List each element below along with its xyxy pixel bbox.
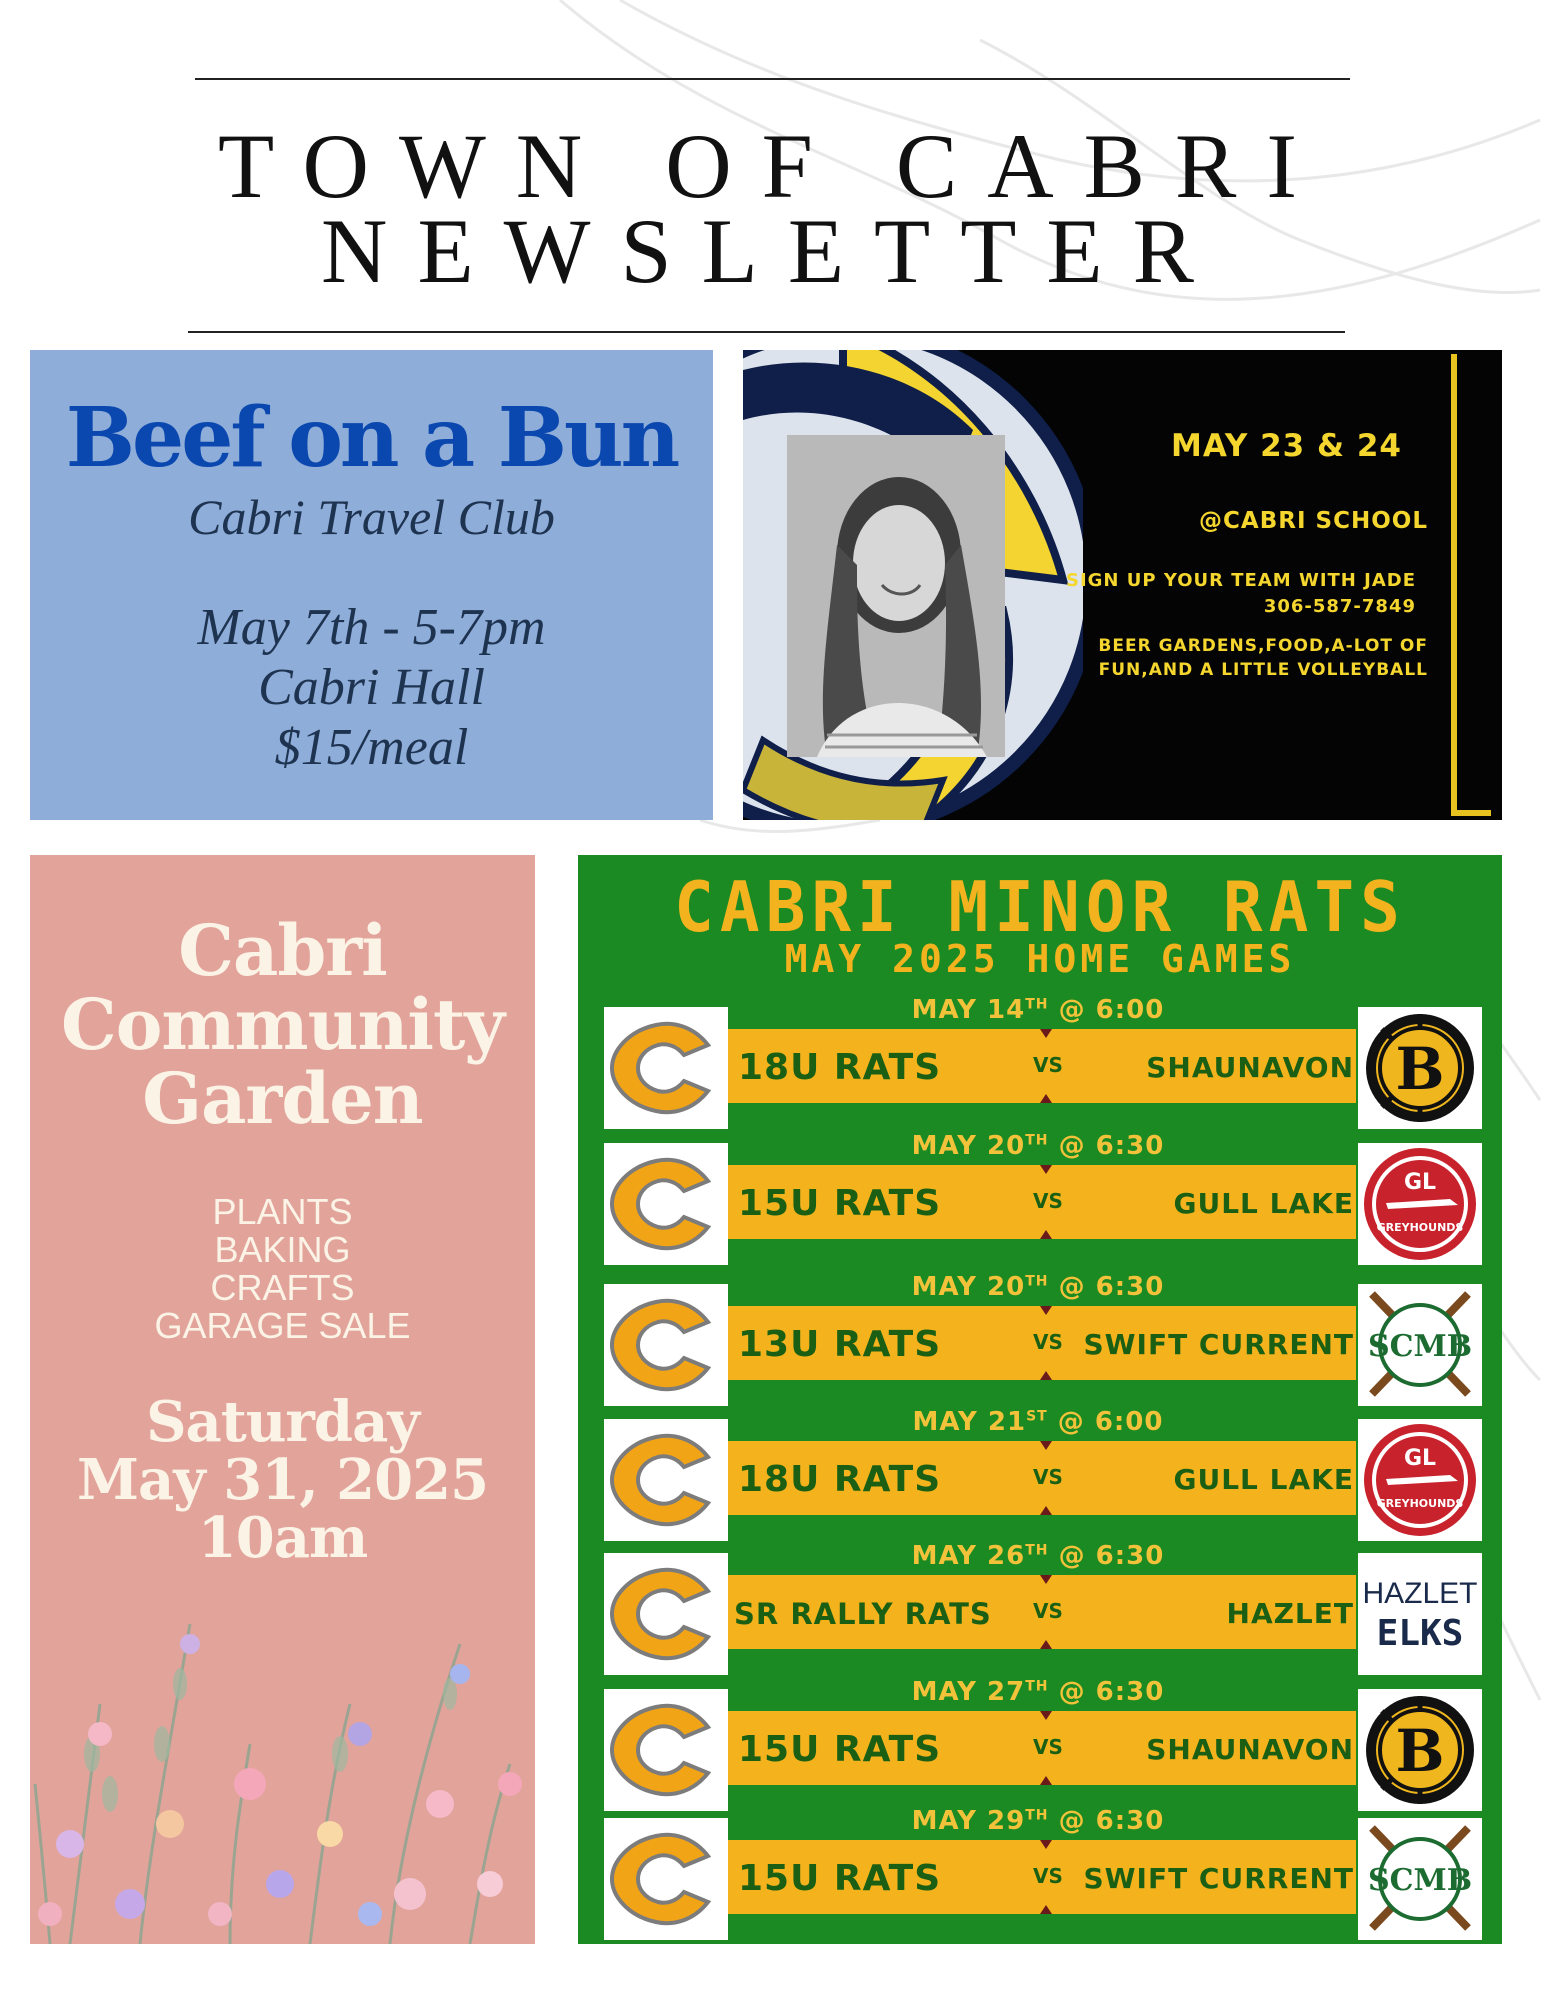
game-month-day: MAY 14	[911, 995, 1026, 1025]
cabri-c-logo	[604, 1818, 728, 1940]
divider-arrow-down	[1040, 1165, 1052, 1174]
beef-on-a-bun-panel	[30, 350, 713, 820]
garden-date-full: May 31, 2025	[76, 1447, 489, 1513]
divider-arrow-down	[1040, 1306, 1052, 1315]
game-time: @ 6:00	[1057, 1407, 1164, 1437]
game-date-suffix: TH	[1025, 1273, 1049, 1290]
bruins-b-logo	[1358, 1007, 1482, 1129]
games-title: CABRI MINOR RATS	[674, 867, 1406, 948]
divider-arrow-down	[1040, 1711, 1052, 1720]
away-team: SHAUNAVON	[1146, 1733, 1354, 1766]
svg-text:B: B	[1395, 1717, 1445, 1785]
divider-arrow-down	[1040, 1441, 1052, 1450]
vs-label: VS	[1033, 1189, 1063, 1213]
svg-text:GREYHOUNDS: GREYHOUNDS	[1376, 1497, 1464, 1510]
volleyball-location: @CABRI SCHOOL	[1199, 508, 1428, 534]
newsletter-title-line1: TOWN OF CABRI	[217, 115, 1328, 217]
svg-text:HAZLET: HAZLET	[1362, 1577, 1478, 1610]
svg-text:SCMB: SCMB	[1367, 1329, 1473, 1364]
game-date-suffix: TH	[1025, 996, 1049, 1013]
svg-text:GL: GL	[1403, 1170, 1437, 1195]
community-garden-panel	[30, 855, 535, 1944]
divider-arrow-up	[1040, 1506, 1052, 1515]
garden-title-line3: Garden	[142, 1057, 423, 1140]
away-team: SWIFT CURRENT	[1083, 1328, 1354, 1361]
header-top-rule	[195, 78, 1350, 80]
game-date	[728, 1131, 1348, 1161]
cabri-c-logo	[604, 1284, 728, 1406]
game-date	[728, 995, 1348, 1025]
game-month-day: MAY 27	[911, 1677, 1026, 1707]
garden-item-plants: PLANTS	[212, 1191, 353, 1232]
game-row	[578, 1541, 1502, 1675]
bruins-b-logo	[1358, 1689, 1482, 1811]
vs-label: VS	[1033, 1599, 1063, 1623]
game-month-day: MAY 29	[911, 1806, 1026, 1836]
game-date	[728, 1272, 1348, 1302]
game-row	[578, 1131, 1502, 1265]
divider-arrow-up	[1040, 1776, 1052, 1785]
vs-label: VS	[1033, 1465, 1063, 1489]
away-team: GULL LAKE	[1173, 1463, 1354, 1496]
game-month-day: MAY 20	[911, 1131, 1026, 1161]
garden-item-crafts: CRAFTS	[210, 1267, 355, 1308]
vs-label: VS	[1033, 1330, 1063, 1354]
garden-item-baking: BAKING	[214, 1229, 351, 1270]
svg-text:GL: GL	[1403, 1446, 1437, 1471]
divider-arrow-down	[1040, 1575, 1052, 1584]
vs-label: VS	[1033, 1864, 1063, 1888]
volleyball-tournament-panel	[743, 350, 1502, 820]
beef-price: $15/meal	[274, 719, 469, 776]
home-team: 15U RATS	[738, 1729, 942, 1770]
divider-arrow-up	[1040, 1094, 1052, 1103]
home-team: 18U RATS	[738, 1459, 942, 1500]
away-team: GULL LAKE	[1173, 1187, 1354, 1220]
garden-title-line2: Community	[61, 983, 504, 1066]
volleyball-phone: 306-587-7849	[1263, 596, 1416, 617]
game-time: @ 6:30	[1058, 1131, 1165, 1161]
garden-date-day: Saturday	[146, 1389, 419, 1455]
svg-text:GREYHOUNDS: GREYHOUNDS	[1376, 1221, 1464, 1234]
game-row	[578, 1407, 1502, 1541]
divider-arrow-up	[1040, 1905, 1052, 1914]
gull-lake-greyhounds-logo	[1358, 1143, 1482, 1265]
divider-arrow-down	[1040, 1029, 1052, 1038]
svg-text:SCMB: SCMB	[1367, 1863, 1473, 1898]
volleyball-extras-line2: FUN,AND A LITTLE VOLLEYBALL	[1098, 660, 1428, 680]
game-time: @ 6:00	[1058, 995, 1165, 1025]
garden-item-garage-sale: GARAGE SALE	[154, 1305, 411, 1346]
beef-organizer: Cabri Travel Club	[188, 489, 555, 545]
game-time: @ 6:30	[1058, 1541, 1165, 1571]
scmb-logo	[1358, 1818, 1482, 1940]
cabri-c-logo	[604, 1007, 728, 1129]
cabri-c-logo	[604, 1553, 728, 1675]
game-date-suffix: TH	[1025, 1542, 1049, 1559]
home-team: 13U RATS	[738, 1324, 942, 1365]
away-team: SWIFT CURRENT	[1083, 1862, 1354, 1895]
game-date-suffix: TH	[1025, 1807, 1049, 1824]
home-team: SR RALLY RATS	[734, 1597, 992, 1631]
hazlet-elks-logo	[1358, 1553, 1482, 1675]
game-date	[728, 1541, 1348, 1571]
cabri-c-logo	[604, 1689, 728, 1811]
game-date	[728, 1407, 1348, 1437]
game-date-suffix: TH	[1025, 1132, 1049, 1149]
newsletter-title-line2: NEWSLETTER	[321, 200, 1224, 302]
game-month-day: MAY 20	[911, 1272, 1026, 1302]
yellow-frame-border	[1445, 350, 1499, 820]
garden-date-time: 10am	[197, 1505, 368, 1571]
cabri-c-logo	[604, 1143, 728, 1265]
game-date	[728, 1806, 1348, 1836]
game-time: @ 6:30	[1058, 1806, 1165, 1836]
home-team: 18U RATS	[738, 1047, 942, 1088]
game-date-suffix: ST	[1026, 1408, 1048, 1425]
home-team: 15U RATS	[738, 1858, 942, 1899]
games-subtitle: MAY 2025 HOME GAMES	[784, 937, 1296, 981]
scmb-logo	[1358, 1284, 1482, 1406]
volleyball-dates: MAY 23 & 24	[1170, 428, 1402, 464]
game-row	[578, 995, 1502, 1129]
game-month-day: MAY 21	[912, 1407, 1027, 1437]
cabri-c-logo	[604, 1419, 728, 1541]
svg-text:B: B	[1395, 1035, 1445, 1103]
svg-text:ELKS: ELKS	[1376, 1613, 1464, 1654]
game-row	[578, 1272, 1502, 1406]
game-row	[578, 1806, 1502, 1940]
away-team: SHAUNAVON	[1146, 1051, 1354, 1084]
divider-arrow-up	[1040, 1640, 1052, 1649]
gull-lake-greyhounds-logo	[1358, 1419, 1482, 1541]
beef-location: Cabri Hall	[258, 659, 485, 716]
beef-date-time: May 7th - 5-7pm	[197, 599, 546, 656]
divider-arrow-up	[1040, 1371, 1052, 1380]
volleyball-signup: SIGN UP YOUR TEAM WITH JADE	[1066, 570, 1416, 591]
organizer-photo	[787, 435, 1005, 757]
game-month-day: MAY 26	[911, 1541, 1026, 1571]
vs-label: VS	[1033, 1735, 1063, 1759]
game-date	[728, 1677, 1348, 1707]
game-time: @ 6:30	[1058, 1677, 1165, 1707]
beef-title: Beef on a Bun	[65, 390, 678, 486]
minor-rats-games-panel	[578, 855, 1502, 1944]
divider-arrow-down	[1040, 1840, 1052, 1849]
wildflower-illustration	[30, 1584, 535, 1944]
home-team: 15U RATS	[738, 1183, 942, 1224]
game-row	[578, 1677, 1502, 1811]
header-bottom-rule	[188, 331, 1345, 333]
game-time: @ 6:30	[1058, 1272, 1165, 1302]
away-team: HAZLET	[1226, 1597, 1354, 1630]
vs-label: VS	[1033, 1053, 1063, 1077]
garden-title-line1: Cabri	[178, 909, 387, 992]
volleyball-extras-line1: BEER GARDENS,FOOD,A-LOT OF	[1098, 636, 1428, 656]
game-date-suffix: TH	[1025, 1678, 1049, 1695]
divider-arrow-up	[1040, 1230, 1052, 1239]
